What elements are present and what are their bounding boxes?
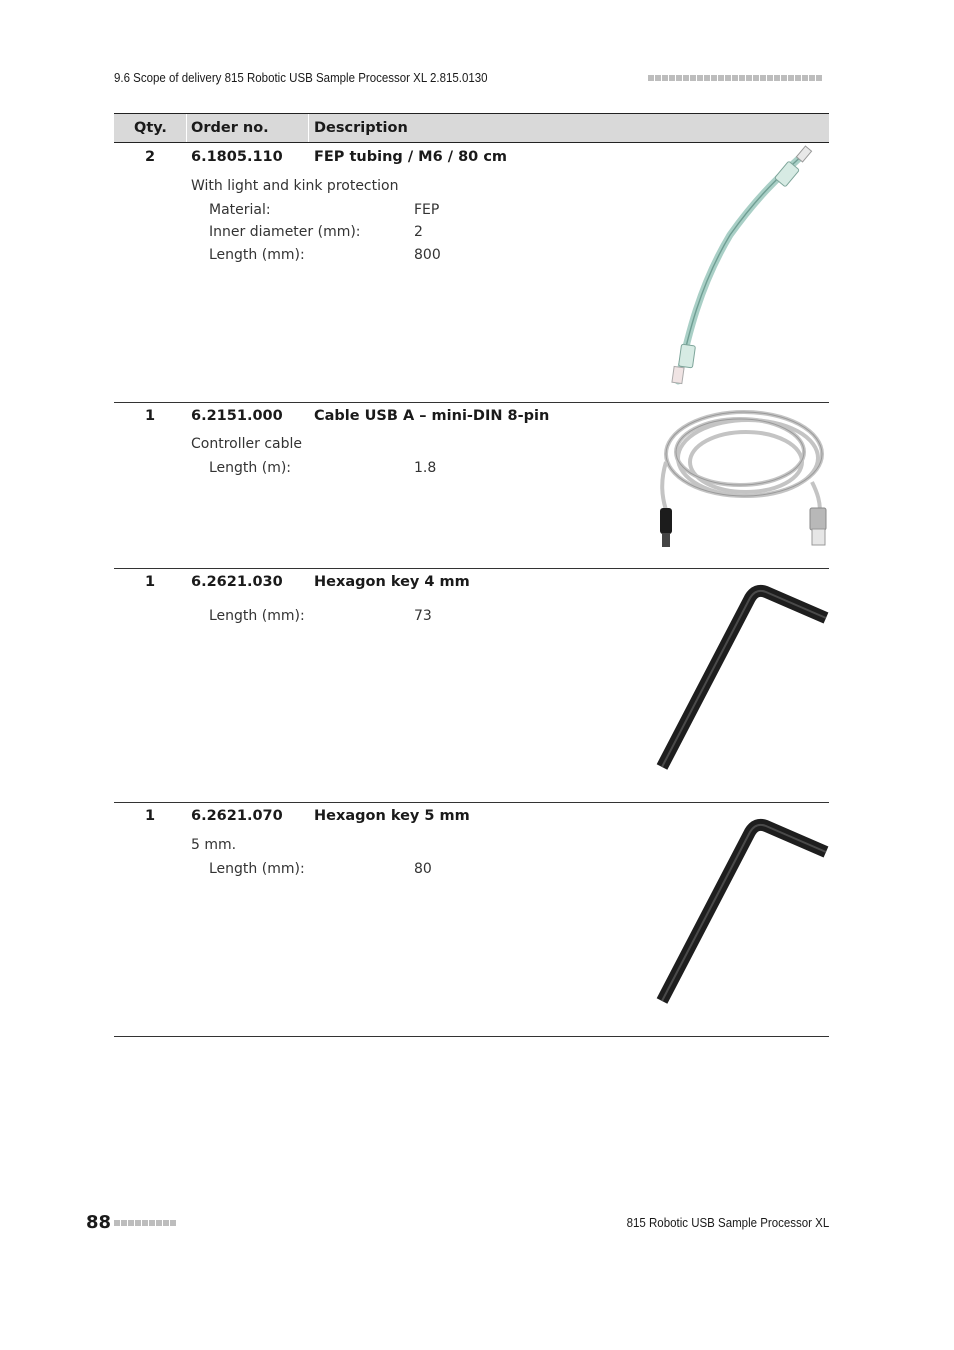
prop-label: Inner diameter (mm): — [209, 224, 361, 240]
row-note: Controller cable — [191, 436, 302, 452]
row-qty: 2 — [144, 149, 156, 165]
footer-decoration-squares — [114, 1220, 176, 1226]
row-description: FEP tubing / M6 / 80 cm — [314, 149, 508, 165]
row-qty: 1 — [144, 408, 156, 424]
hexagon-key-illustration — [650, 816, 835, 1011]
page-header-title: 9.6 Scope of delivery 815 Robotic USB Sample Processor XL 2.815.0130 — [114, 71, 488, 85]
row-order-no: 6.2621.070 — [191, 808, 283, 824]
row-description: Hexagon key 4 mm — [314, 574, 470, 590]
header-decoration-squares — [648, 75, 822, 81]
row-divider — [114, 568, 829, 569]
prop-label: Length (mm): — [209, 861, 305, 877]
table-header — [114, 113, 829, 143]
row-divider — [114, 1036, 829, 1037]
row-order-no: 6.1805.110 — [191, 149, 283, 165]
column-header-qty: Qty. — [134, 120, 167, 136]
column-header-order-no: Order no. — [191, 120, 269, 136]
prop-label: Material: — [209, 202, 271, 218]
prop-value: 80 — [414, 861, 432, 877]
row-order-no: 6.2151.000 — [191, 408, 283, 424]
footer-product-title: 815 Robotic USB Sample Processor XL — [626, 1216, 829, 1230]
prop-value: 800 — [414, 247, 441, 263]
prop-value: 73 — [414, 608, 432, 624]
row-order-no: 6.2621.030 — [191, 574, 283, 590]
row-note: 5 mm. — [191, 837, 237, 853]
hexagon-key-illustration — [650, 582, 835, 777]
fep-tubing-illustration — [660, 145, 820, 390]
prop-value: 1.8 — [414, 460, 437, 476]
prop-label: Length (mm): — [209, 247, 305, 263]
row-description: Hexagon key 5 mm — [314, 808, 470, 824]
usb-cable-illustration — [652, 402, 832, 557]
prop-value: FEP — [414, 202, 440, 218]
prop-label: Length (m): — [209, 460, 292, 476]
prop-value: 2 — [414, 224, 423, 240]
column-header-description: Description — [314, 120, 408, 136]
row-qty: 1 — [144, 574, 156, 590]
row-qty: 1 — [144, 808, 156, 824]
row-note: With light and kink protection — [191, 178, 399, 194]
row-divider — [114, 802, 829, 803]
prop-label: Length (mm): — [209, 608, 305, 624]
page-number: 88 — [86, 1212, 112, 1233]
row-description: Cable USB A – mini-DIN 8-pin — [314, 408, 550, 424]
